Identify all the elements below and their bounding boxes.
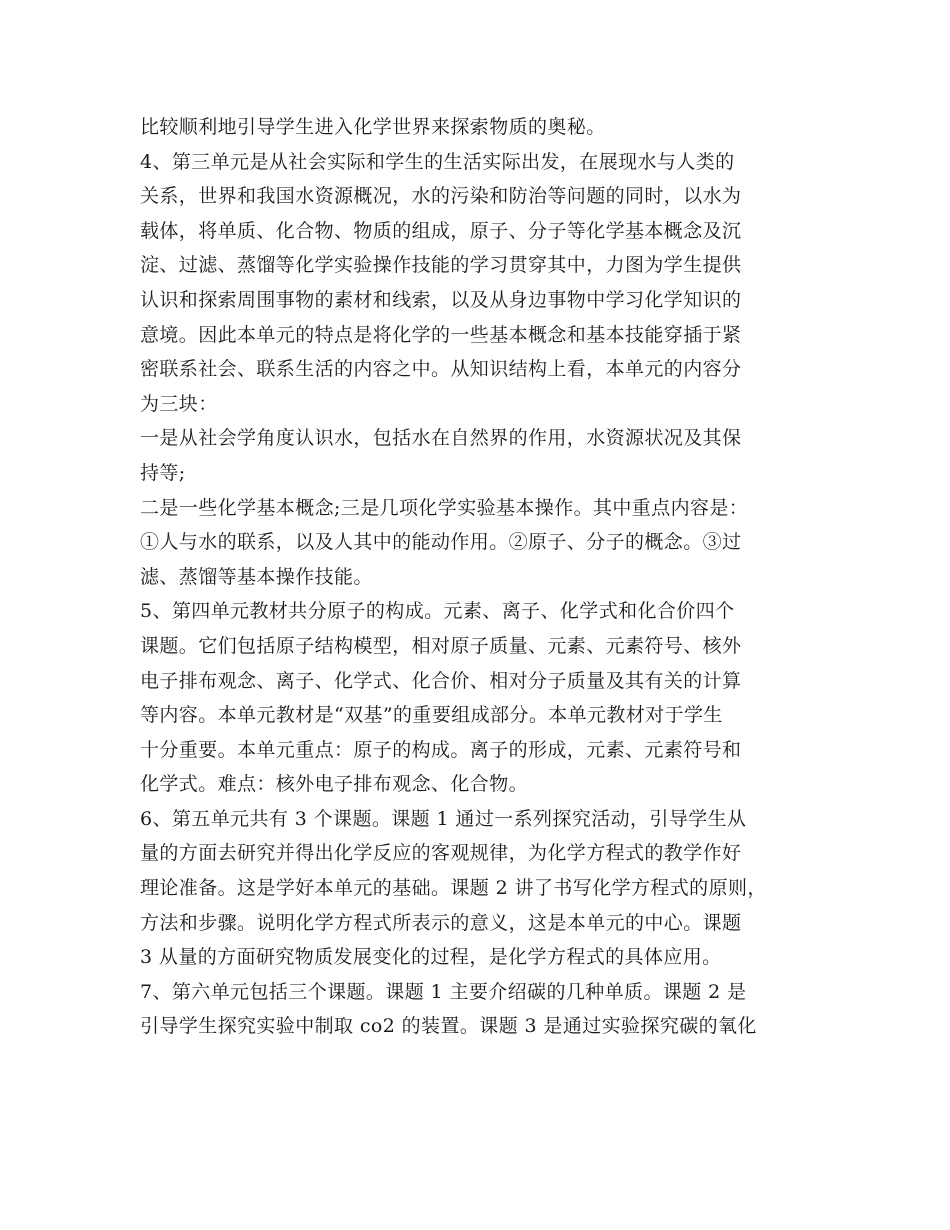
text-line: 比较顺利地引导学生进入化学世界来探索物质的奥秘。	[140, 116, 606, 138]
text-line: ①人与水的联系，以及人其中的能动作用。②原子、分子的概念。③过	[140, 531, 742, 554]
text-line: 方法和步骤。说明化学方程式所表示的意义，这是本单元的中心。课题	[140, 911, 742, 934]
text-line: 淀、过滤、蒸馏等化学实验操作技能的学习贯穿其中，力图为学生提供	[140, 254, 742, 277]
text-line: 量的方面去研究并得出化学反应的客观规律，为化学方程式的教学作好	[140, 842, 742, 865]
text-line: 关系，世界和我国水资源概况，水的污染和防治等问题的同时，以水为	[140, 185, 742, 208]
text-line: 引导学生探究实验中制取 co2 的装置。课题 3 是通过实验探究碳的氧化	[140, 1015, 757, 1038]
text-line: 密联系社会、联系生活的内容之中。从知识结构上看，本单元的内容分	[140, 358, 742, 381]
text-line: 十分重要。本单元重点：原子的构成。离子的形成，元素、元素符号和	[140, 738, 742, 761]
text-line: 一是从社会学角度认识水，包括水在自然界的作用，水资源状况及其保	[140, 427, 742, 450]
text-line: 4、第三单元是从社会实际和学生的生活实际出发，在展现水与人类的	[140, 150, 735, 173]
text-line: 课题。它们包括原子结构模型，相对原子质量、元素、元素符号、核外	[140, 634, 742, 657]
text-line: 6、第五单元共有 3 个课题。课题 1 通过一系列探究活动，引导学生从	[140, 807, 747, 830]
text-line: 3 从量的方面研究物质发展变化的过程，是化学方程式的具体应用。	[140, 946, 722, 969]
text-line: 二是一些化学基本概念;三是几项化学实验基本操作。其中重点内容是：	[140, 496, 749, 519]
text-line: 载体，将单质、化合物、物质的组成，原子、分子等化学基本概念及沉	[140, 219, 742, 242]
text-line: 为三块：	[140, 392, 218, 415]
text-line: 7、第六单元包括三个课题。课题 1 主要介绍碳的几种单质。课题 2 是	[140, 980, 747, 1003]
text-line: 滤、蒸馏等基本操作技能。	[140, 565, 373, 588]
text-line: 认识和探索周围事物的素材和线索，以及从身边事物中学习化学知识的	[140, 288, 742, 311]
text-line: 意境。因此本单元的特点是将化学的一些基本概念和基本技能穿插于紧	[140, 323, 742, 346]
text-line: 理论准备。这是学好本单元的基础。课题 2 讲了书写化学方程式的原则，	[140, 877, 767, 900]
text-line: 化学式。难点：核外电子排布观念、化合物。	[140, 773, 529, 796]
text-line: 电子排布观念、离子、化学式、化合价、相对分子质量及其有关的计算	[140, 669, 742, 692]
text-line: 5、第四单元教材共分原子的构成。元素、离子、化学式和化合价四个	[140, 600, 735, 623]
text-line: 持等;	[140, 461, 186, 484]
document-body	[140, 110, 820, 1044]
text-line: 等内容。本单元教材是“双基”的重要组成部分。本单元教材对于学生	[140, 704, 723, 727]
